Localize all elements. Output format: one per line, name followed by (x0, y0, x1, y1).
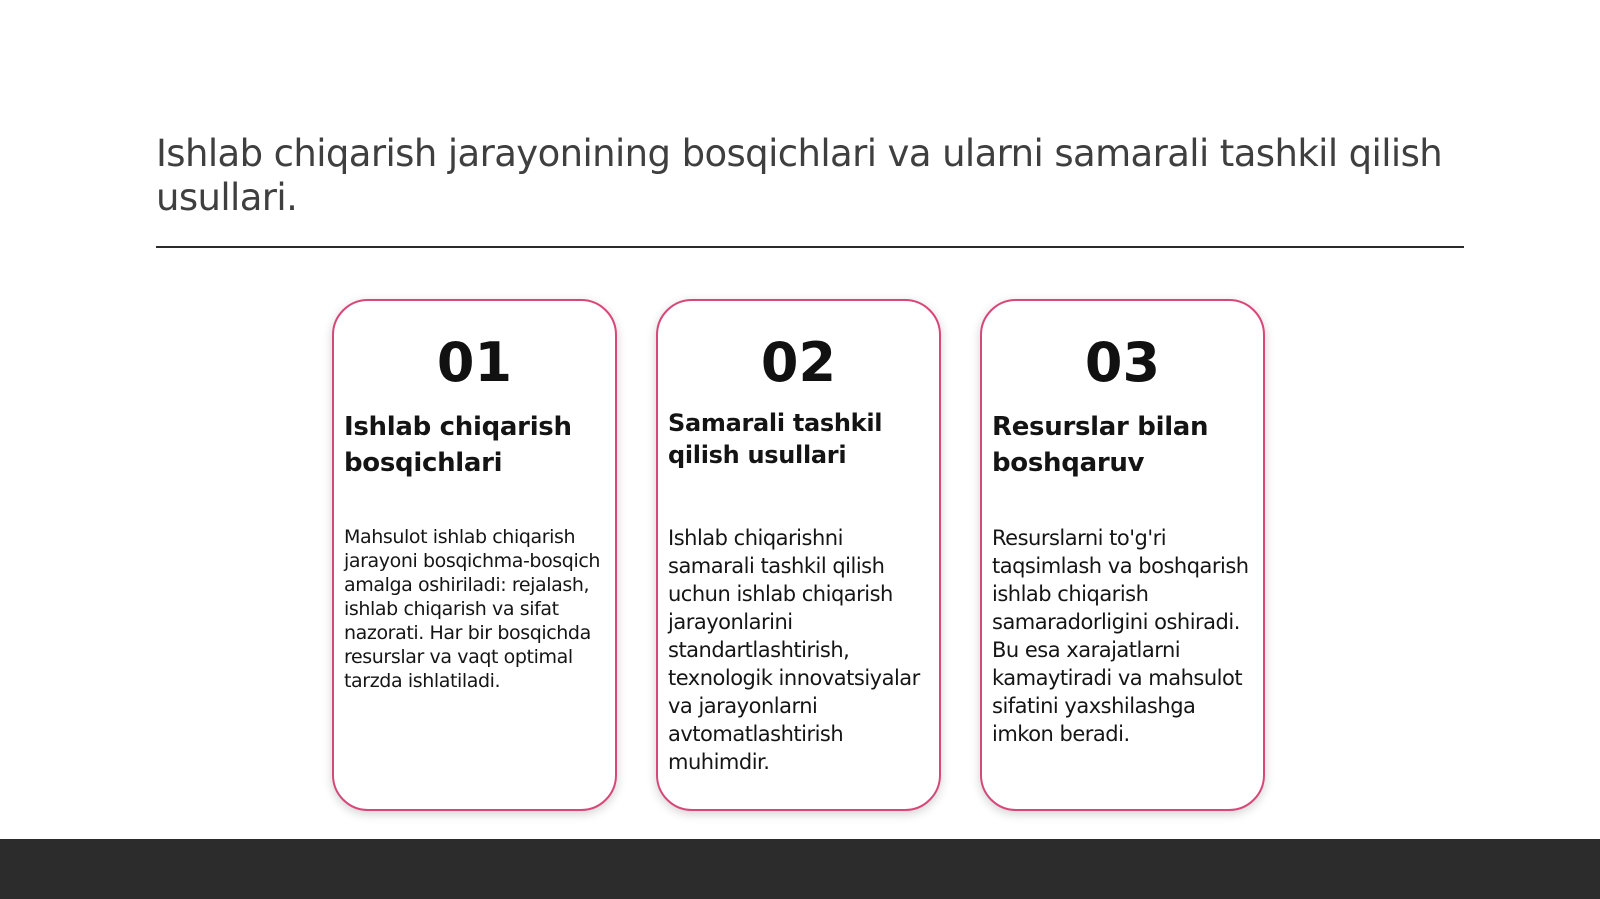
card-body: Resurslarni to'g'ri taqsimlash va boshqarish ishlab chiqarish samaradorligini oshiradi. Bu esa xarajatlarni kamaytiradi va mahsulot sifatini yaxshilashga imkon beradi. (992, 526, 1249, 746)
card-number: 01 (436, 331, 513, 394)
step-card-3 (980, 299, 1265, 811)
card-heading: Ishlab chiqarish bosqichlari (344, 412, 572, 478)
card-heading: Samarali tashkil qilish usullari (668, 409, 883, 469)
step-card-2 (656, 299, 941, 811)
step-card-1 (332, 299, 617, 811)
card-body: Mahsulot ishlab chiqarish jarayoni bosqichma-bosqich amalga oshiriladi: rejalash, ishlab chiqarish va sifat nazorati. Har bir bosqichda resurslar va vaqt optimal tarzda ishlatiladi. (344, 526, 601, 692)
footer-bar (0, 839, 1600, 899)
card-number: 03 (1084, 331, 1161, 394)
card-body: Ishlab chiqarishni samarali tashkil qilish uchun ishlab chiqarish jarayonlarini standartlashtirish, texnologik innovatsiyalar va jarayonlarni avtomatlashtirish muhimdir. (668, 526, 920, 774)
slide-title: Ishlab chiqarish jarayonining bosqichlari va ularni samarali tashkil qilish usullari. (156, 132, 1443, 219)
card-heading: Resurslar bilan boshqaruv (992, 412, 1209, 478)
title-divider (156, 246, 1464, 248)
card-number: 02 (760, 331, 837, 394)
